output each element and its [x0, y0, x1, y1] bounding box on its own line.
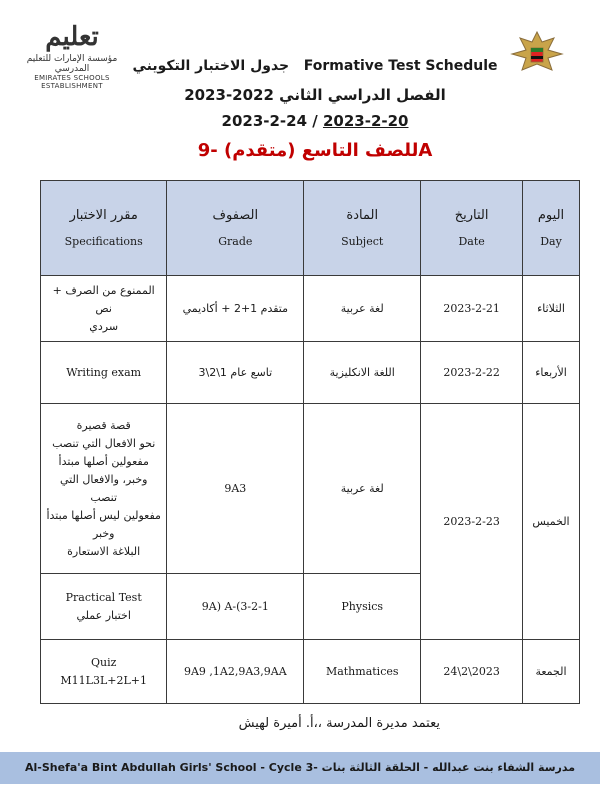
logo-org-ar: مؤسسة الإمارات للتعليم المدرسي [26, 54, 118, 74]
spec-line: Quiz [90, 655, 117, 669]
cell-spec [41, 276, 167, 342]
header-subject [304, 181, 421, 276]
header-day-en: Day [540, 235, 562, 248]
cell-day: الخميس [523, 404, 580, 640]
spec-line: قصة قصيرة [76, 418, 131, 432]
cell-day: الجمعة [523, 640, 580, 704]
header-spec [41, 181, 167, 276]
table-header-row [41, 181, 580, 276]
cell-grade: 9A9 ,1A2,9A3,9AA [167, 640, 304, 704]
header-day-ar: اليوم [537, 208, 565, 223]
spec-line: الممنوع من الصرف + نص [52, 283, 155, 315]
spec-line: وخبر [92, 526, 115, 540]
cell-grade: 9A) A-(3-2-1 [167, 574, 304, 640]
table-row [41, 342, 580, 404]
cell-grade: تاسع عام 1\2\3 [167, 342, 304, 404]
header-subject-ar: المادة [346, 208, 379, 223]
spec-line: البلاغة الاستعارة [67, 544, 141, 558]
ese-logo [12, 22, 132, 90]
cell-subject: Mathmatices [304, 640, 421, 704]
spec-line: Writing exam [66, 365, 142, 379]
date-range [130, 112, 500, 130]
cell-spec [41, 640, 167, 704]
logo-org-en: EMIRATES SCHOOLS ESTABLISHMENT [34, 74, 110, 90]
cell-subject: Physics [304, 574, 421, 640]
table-row [41, 404, 580, 574]
spec-line: سردي [89, 319, 119, 333]
cell-grade: متقدم 1+2 + أكاديمي [167, 276, 304, 342]
header-grade-en: Grade [218, 235, 253, 248]
cell-date: 2023-2-22 [421, 342, 523, 404]
cell-date: 2023-2-23 [421, 404, 523, 640]
spec-line: مفعولين أصلها مبتدأ [58, 454, 149, 468]
cell-spec [41, 574, 167, 640]
header-date-ar: التاريخ [454, 208, 489, 223]
school-footer: Al-Shefa'a Bint Abdullah Girls' School - Cycle 3- مدرسة الشفاء بنت عبدالله - الحلقة الثالثة بنات [0, 752, 600, 784]
spec-line: مفعولين ليس أصلها مبتدأ [46, 508, 161, 522]
uae-emblem-icon [508, 28, 566, 78]
spec-line: Practical Test [65, 590, 142, 604]
title-en: Formative Test Schedule [303, 58, 498, 74]
header-subject-en: Subject [341, 235, 384, 248]
cell-date: 2023-2-21 [421, 276, 523, 342]
principal-approval: يعتمد مديرة المدرسة ،،أ. أميرة لهيش [238, 716, 440, 731]
header-spec-ar: مقرر الاختبار [69, 208, 138, 223]
spec-line: وخبر، والافعال التي تنصب [59, 472, 148, 504]
header-grade-ar: الصفوف [212, 208, 259, 223]
header-date-en: Date [458, 235, 485, 248]
cell-day: الثلاثاء [523, 276, 580, 342]
title-line [130, 58, 500, 74]
date-to: 2023-2-24 / [221, 112, 318, 130]
table-row [41, 276, 580, 342]
header-date [421, 181, 523, 276]
title-ar: جدول الاختبار التكويني [132, 58, 290, 74]
header-spec-en: Specifications [64, 235, 143, 248]
cell-subject: اللغة الانكليزية [304, 342, 421, 404]
header-day [523, 181, 580, 276]
cell-spec [41, 404, 167, 574]
header-grade [167, 181, 304, 276]
logo-mark: تعليم [45, 22, 99, 52]
cell-date: 2023\2\24 [421, 640, 523, 704]
spec-line: M11L3L+2L+1 [60, 673, 147, 687]
cell-subject: لغة عربية [304, 276, 421, 342]
cell-day: الأربعاء [523, 342, 580, 404]
spec-line: نحو الافعال التي تنصب [52, 436, 156, 450]
cell-subject: لغة عربية [304, 404, 421, 574]
schedule-table [40, 180, 580, 704]
term-title: الفصل الدراسي الثاني 2022-2023 [184, 86, 446, 104]
cell-spec [41, 342, 167, 404]
table-row [41, 640, 580, 704]
spec-line: اختبار عملي [76, 608, 131, 622]
cell-grade: 9A3 [167, 404, 304, 574]
date-from: 2023-2-20 [322, 112, 409, 130]
class-title: للصف التاسع (متقدم) -9A [197, 140, 433, 161]
